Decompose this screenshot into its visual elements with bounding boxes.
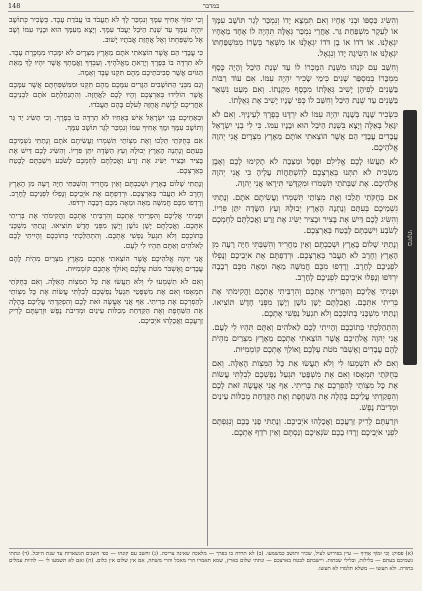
portion-label: בחקתי: [406, 229, 414, 247]
text-paragraph: וּפָנִיתִי אֲלֵיכֶם וְהִפְרֵיתִי אֶתְכֶם וְהִרְבֵּיתִי אֶתְכֶם וַהֲקִימֹתִי אֶת בְּרִיתִי אִתְּכֶם. וַאֲכַלְתֶּם יָשָׁן נוֹשָׁן וְיָשָׁן מִפְּנֵי חָדָשׁ תּוֹצִיאוּ. וְנָתַתִּי מִשְׁכָּנִי בְּתוֹכְכֶם וְלֹא תִגְעַל נַפְשִׁי אֶתְכֶם.: [212, 287, 398, 318]
text-paragraph: כִּשְׂכִיר שָׁנָה בְּשָׁנָה יִהְיֶה עִמּוֹ לֹא יִרְדֶּנּוּ בְּפֶרֶךְ לְעֵינֶיךָ. וְאִם לֹא יִגָּאֵל בְּאֵלֶּה וְיָצָא בִּשְׁנַת הַיֹּבֵל הוּא וּבָנָיו עִמּוֹ. כִּי לִי בְנֵי יִשְׂרָאֵל עֲבָדִים עֲבָדַי הֵם אֲשֶׁר הוֹצֵאתִי אוֹתָם מֵאֶרֶץ מִצְרָיִם אֲנִי יְהוָה אֱלֹהֵיכֶם.: [212, 110, 398, 152]
page-number: 148: [8, 2, 21, 10]
text-paragraph: וְכִי יִמּוֹךְ אָחִיךָ עִמָּךְ וְנִמְכַּר לָךְ לֹא תַעֲבֹד בּוֹ עֲבֹדַת עָבֶד. כְּשָׂכִיר כְּתוֹשָׁב יִהְיֶה עִמָּךְ עַד שְׁנַת הַיֹּבֵל יַעֲבֹד עִמָּךְ. וְיָצָא מֵעִמָּךְ הוּא וּבָנָיו עִמּוֹ וְשָׁב אֶל מִשְׁפַּחְתּוֹ וְאֶל אֲחֻזַּת אֲבֹתָיו יָשׁוּב.: [9, 15, 203, 44]
text-paragraph: אִם בְּחֻקֹּתַי תֵּלֵכוּ וְאֶת מִצְוֹתַי תִּשְׁמְרוּ וַעֲשִׂיתֶם אֹתָם וְנָתַתִּי גִשְׁמֵיכֶם בְּעִתָּם וְנָתְנָה הָאָרֶץ יְבוּלָהּ וְעֵץ הַשָּׂדֶה יִתֵּן פִּרְיוֹ. וְהִשִּׂיג לָכֶם דַּיִשׁ אֶת בָּצִיר וּבָצִיר יַשִּׂיג אֶת זָרַע וַאֲכַלְתֶּם לַחְמְכֶם לָשֹׂבַע וִישַׁבְתֶּם לָבֶטַח בְּאַרְצְכֶם.: [9, 135, 203, 175]
text-paragraph: וּפָנִיתִי אֲלֵיכֶם וְהִפְרֵיתִי אֶתְכֶם וְהִרְבֵּיתִי אֶתְכֶם וַהֲקִימֹתִי אֶת בְּרִיתִי אִתְּכֶם. וַאֲכַלְתֶּם יָשָׁן נוֹשָׁן וְיָשָׁן מִפְּנֵי חָדָשׁ תּוֹצִיאוּ. וְנָתַתִּי מִשְׁכָּנִי בְּתוֹכְכֶם וְלֹא תִגְעַל נַפְשִׁי אֶתְכֶם. וְהִתְהַלַּכְתִּי בְּתוֹכְכֶם וְהָיִיתִי לָכֶם לֵאלֹהִים וְאַתֶּם תִּהְיוּ לִי לְעָם.: [9, 211, 203, 251]
text-paragraph: וְאִם לֹא תִשְׁמְעוּ לִי וְלֹא תַעֲשׂוּ אֵת כָּל הַמִּצְוֹת הָאֵלֶּה. וְאִם בְּחֻקֹּתַי תִּמְאָסוּ וְאִם אֶת מִשְׁפָּטַי תִּגְעַל נַפְשְׁכֶם לְבִלְתִּי עֲשׂוֹת אֶת כָּל מִצְוֹתַי לְהַפְרְכֶם אֶת בְּרִיתִי. אַף אֲנִי אֶעֱשֶׂה זֹּאת לָכֶם וְהִפְקַדְתִּי עֲלֵיכֶם בֶּהָלָה אֶת הַשַּׁחֶפֶת וְאֶת הַקַּדַּחַת מְכַלּוֹת עֵינַיִם וּמְדִיבֹת נָפֶשׁ וּזְרַעְתֶּם לָרִיק זַרְעֲכֶם וַאֲכָלֻהוּ אֹיְבֵיכֶם.: [9, 276, 203, 326]
text-paragraph: וּזְרַעְתֶּם לָרִיק זַרְעֲכֶם וַאֲכָלֻהוּ אֹיְבֵיכֶם. וְנָתַתִּי פָנַי בָּכֶם וְנִגַּפְתֶּם לִפְנֵי אֹיְבֵיכֶם וְרָדוּ בָכֶם שֹׂנְאֵיכֶם וְנַסְתֶּם וְאֵין רֹדֵף אֶתְכֶם.: [212, 417, 398, 437]
text-paragraph: וְאִם לֹא תִשְׁמְעוּ לִי וְלֹא תַעֲשׂוּ אֵת כָּל הַמִּצְוֹת הָאֵלֶּה. וְאִם בְּחֻקֹּתַי תִּמְאָסוּ וְאִם אֶת מִשְׁפָּטַי תִּגְעַל נַפְשְׁכֶם לְבִלְתִּי עֲשׂוֹת אֶת כָּל מִצְוֹתַי לְהַפְרְכֶם אֶת בְּרִיתִי. אַף אֲנִי אֶעֱשֶׂה זֹּאת לָכֶם וְהִפְקַדְתִּי עֲלֵיכֶם בֶּהָלָה אֶת הַשַּׁחֶפֶת וְאֶת הַקַּדַּחַת מְכַלּוֹת עֵינַיִם וּמְדִיבֹת נָפֶשׁ.: [212, 359, 398, 412]
running-header: [8, 1, 414, 12]
text-paragraph: אֲנִי יְהוָה אֱלֹהֵיכֶם אֲשֶׁר הוֹצֵאתִי אֶתְכֶם מֵאֶרֶץ מִצְרַיִם מִהְיֹת לָהֶם עֲבָדִים וָאֶשְׁבֹּר מֹטֹת עֻלְּכֶם וָאוֹלֵךְ אֶתְכֶם קוֹמְמִיּוּת.: [9, 253, 203, 273]
right-text-column: [212, 15, 398, 546]
text-paragraph: אִם בְּחֻקֹּתַי תֵּלֵכוּ וְאֶת מִצְוֹתַי תִּשְׁמְרוּ וַעֲשִׂיתֶם אֹתָם. וְנָתַתִּי גִשְׁמֵיכֶם בְּעִתָּם וְנָתְנָה הָאָרֶץ יְבוּלָהּ וְעֵץ הַשָּׂדֶה יִתֵּן פִּרְיוֹ. וְהִשִּׂיג לָכֶם דַּיִשׁ אֶת בָּצִיר וּבָצִיר יַשִּׂיג אֶת זָרַע וַאֲכַלְתֶּם לַחְמְכֶם לָשֹׂבַע וִישַׁבְתֶּם לָבֶטַח בְּאַרְצְכֶם.: [212, 193, 398, 235]
left-text-column: [9, 15, 203, 546]
text-paragraph: וּבְאַחֵיכֶם בְּנֵי יִשְׂרָאֵל אִישׁ בְּאָחִיו לֹא תִרְדֶּה בוֹ בְּפָרֶךְ. וְכִי תַשִּׂיג יַד גֵּר וְתוֹשָׁב עִמָּךְ וּמָךְ אָחִיךָ עִמּוֹ וְנִמְכַּר לְגֵר תּוֹשָׁב עִמָּךְ.: [9, 113, 203, 133]
text-paragraph: וְנָתַתִּי שָׁלוֹם בָּאָרֶץ וּשְׁכַבְתֶּם וְאֵין מַחֲרִיד וְהִשְׁבַּתִּי חַיָּה רָעָה מִן הָאָרֶץ וְחֶרֶב לֹא תַעֲבֹר בְּאַרְצְכֶם. וּרְדַפְתֶּם אֶת אֹיְבֵיכֶם וְנָפְלוּ לִפְנֵיכֶם לֶחָרֶב. וְרָדְפוּ מִכֶּם חֲמִשָּׁה מֵאָה וּמֵאָה מִכֶּם רְבָבָה יִרְדֹּפוּ וְנָפְלוּ אֹיְבֵיכֶם לִפְנֵיכֶם לֶחָרֶב.: [212, 240, 398, 282]
column-divider: [207, 15, 208, 546]
text-paragraph: לֹא תַעֲשׂוּ לָכֶם אֱלִילִם וּפֶסֶל וּמַצֵּבָה לֹא תָקִימוּ לָכֶם וְאֶבֶן מַשְׂכִּית לֹא תִתְּנוּ בְּאַרְצְכֶם לְהִשְׁתַּחֲוֹת עָלֶיהָ כִּי אֲנִי יְהוָה אֱלֹהֵיכֶם. אֶת שַׁבְּתֹתַי תִּשְׁמֹרוּ וּמִקְדָּשִׁי תִּירָאוּ אֲנִי יְהוָה.: [212, 157, 398, 188]
footnotes: (א) פסוק: וְכִי יִמּוֹךְ אָחִיךָ — עיין בפירוש לעיל, שכיר ותושב כמשמעו. (ב) לא תרדה בו בפרך — מלאכה שאינה צריכה. (ג) וחשב עם קונהו — כפי השנים הנשארות עד שנת היובל. (ד) ונתתי גשמיכם בעתם — בלילות, ובלילי שבתות. ויישבתם לבטח בארצכם — ונתתי שלום בארץ, שמא תאמרו הרי מאכל והרי משתה, אם אין שלום אין כלום. (ה) ואם לא תשמעו לי — להיות עמלים בתורה. ולא תעשו — משלא תלמדו לא תעשו.: [9, 548, 413, 591]
text-paragraph: וְחִשַּׁב עִם קֹנֵהוּ מִשְּׁנַת הִמָּכְרוֹ לוֹ עַד שְׁנַת הַיֹּבֵל וְהָיָה כֶּסֶף מִמְכָּרוֹ בְּמִסְפַּר שָׁנִים כִּימֵי שָׂכִיר יִהְיֶה עִמּוֹ. אִם עוֹד רַבּוֹת בַּשָּׁנִים לְפִיהֶן יָשִׁיב גְּאֻלָּתוֹ מִכֶּסֶף מִקְנָתוֹ. וְאִם מְעַט נִשְׁאַר בַּשָּׁנִים עַד שְׁנַת הַיֹּבֵל וְחִשַּׁב לוֹ כְּפִי שָׁנָיו יָשִׁיב אֶת גְּאֻלָּתוֹ.: [212, 63, 398, 105]
running-title: במדבר: [202, 2, 220, 10]
portion-sidebar: [399, 110, 421, 370]
text-paragraph: וְגַם מִבְּנֵי הַתּוֹשָׁבִים הַגָּרִים עִמָּכֶם מֵהֶם תִּקְנוּ וּמִמִּשְׁפַּחְתָּם אֲשֶׁר עִמָּכֶם אֲשֶׁר הוֹלִידוּ בְּאַרְצְכֶם וְהָיוּ לָכֶם לַאֲחֻזָּה. וְהִתְנַחַלְתֶּם אֹתָם לִבְנֵיכֶם אַחֲרֵיכֶם לָרֶשֶׁת אֲחֻזָּה לְעֹלָם בָּהֶם תַּעֲבֹדוּ.: [9, 80, 203, 110]
text-paragraph: וְהִתְהַלַּכְתִּי בְּתוֹכְכֶם וְהָיִיתִי לָכֶם לֵאלֹהִים וְאַתֶּם תִּהְיוּ לִי לְעָם. אֲנִי יְהוָה אֱלֹהֵיכֶם אֲשֶׁר הוֹצֵאתִי אֶתְכֶם מֵאֶרֶץ מִצְרַיִם מִהְיֹת לָהֶם עֲבָדִים וָאֶשְׁבֹּר מֹטֹת עֻלְּכֶם וָאוֹלֵךְ אֶתְכֶם קוֹמְמִיּוּת.: [212, 323, 398, 354]
text-paragraph: וְהִשִּׂיג כַּסְפּוֹ וּבְנִי אֶחָיו וְאִם תִּמְצָא יָדוֹ וְנִמְכַּר לְגֵר תּוֹשָׁב עִמָּךְ אוֹ לְעֵקֶר מִשְׁפַּחַת גֵּר. אַחֲרֵי נִמְכַּר גְּאֻלָּה תִּהְיֶה לוֹ אֶחָד מֵאֶחָיו יִגְאָלֶנּוּ. אוֹ דֹדוֹ אוֹ בֶן דֹּדוֹ יִגְאָלֶנּוּ אוֹ מִשְּׁאֵר בְּשָׂרוֹ מִמִּשְׁפַּחְתּוֹ יִגְאָלֶנּוּ אוֹ הִשִּׂיגָה יָדוֹ וְנִגְאָל.: [212, 16, 398, 58]
text-paragraph: כִּי עֲבָדַי הֵם אֲשֶׁר הוֹצֵאתִי אֹתָם מֵאֶרֶץ מִצְרָיִם לֹא יִמָּכְרוּ מִמְכֶּרֶת עָבֶד. לֹא תִרְדֶּה בוֹ בְּפָרֶךְ וְיָרֵאתָ מֵאֱלֹהֶיךָ. וְעַבְדְּךָ וַאֲמָתְךָ אֲשֶׁר יִהְיוּ לָךְ מֵאֵת הַגּוֹיִם אֲשֶׁר סְבִיבֹתֵיכֶם מֵהֶם תִּקְנוּ עֶבֶד וְאָמָה.: [9, 47, 203, 77]
text-paragraph: וְנָתַתִּי שָׁלוֹם בָּאָרֶץ וּשְׁכַבְתֶּם וְאֵין מַחֲרִיד וְהִשְׁבַּתִּי חַיָּה רָעָה מִן הָאָרֶץ וְחֶרֶב לֹא תַעֲבֹר בְּאַרְצְכֶם. וּרְדַפְתֶּם אֶת אֹיְבֵיכֶם וְנָפְלוּ לִפְנֵיכֶם לֶחָרֶב. וְרָדְפוּ מִכֶּם חֲמִשָּׁה מֵאָה וּמֵאָה מִכֶּם רְבָבָה יִרְדֹּפוּ.: [9, 178, 203, 208]
